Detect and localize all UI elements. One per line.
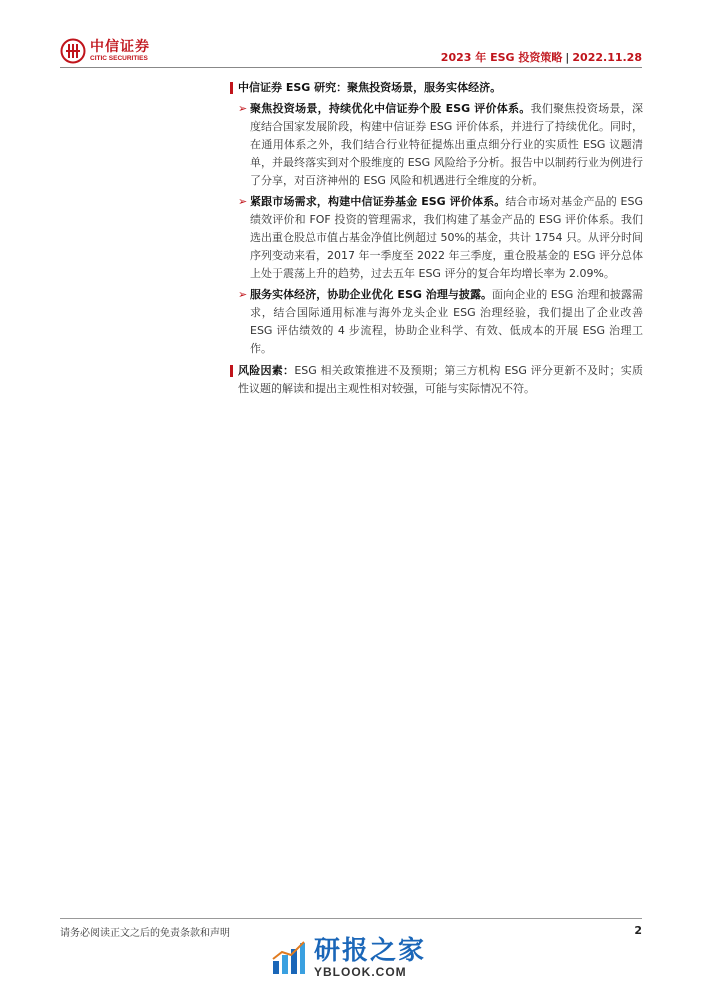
header-report-info [441,49,642,65]
bullet-heading: 聚焦投资场景，持续优化中信证券个股 ESG 评价体系。 [250,102,531,115]
watermark-text-en: YBLOOK.COM [314,965,407,979]
bullet-item [230,286,643,358]
footer-disclaimer: 请务必阅读正文之后的免责条款和声明 [60,928,230,939]
bullet-heading: 服务实体经济，协助企业优化 ESG 治理与披露。 [250,288,493,301]
arrow-bullet-icon: ➢ [238,102,248,115]
logo-text-en: CITIC SECURITIES [90,54,148,62]
watermark-text-cn: 研报之家 [314,936,427,966]
arrow-bullet-icon: ➢ [238,288,248,301]
bullet-text: 我们聚焦投资场景，深度结合国家发展阶段，构建中信证券 ESG 评价体系，并进行了持续优化。同时，在通用体系之外，我们结合行业特征提炼出重点细分行业的实质性 ESG 议题清单，并最终落实到对个股维度的 ESG 风险给予分析。报告中以制药行业为例进行了分享，对百济神州的 ESG 风险和机遇进行全维度的分析。 [250,102,643,187]
watermark-chart-icon [270,939,308,977]
arrow-bullet-icon: ➢ [238,195,248,208]
watermark [270,938,426,978]
risk-label: 风险因素： [238,364,295,377]
risk-section [230,362,643,398]
header-divider [60,67,642,68]
logo-text-cn: 中信证券 [90,38,150,55]
risk-text: ESG 相关政策推进不及预期；第三方机构 ESG 评分更新不及时；实质性议题的解读和提出主观性相对较强，可能与实际情况不符。 [238,364,644,395]
citic-logo [60,38,150,64]
bullet-heading: 紧跟市场需求，构建中信证券基金 ESG 评价体系。 [250,195,506,208]
main-content [230,79,643,398]
citic-logo-icon [60,38,86,64]
section-title: 中信证券 ESG 研究：聚焦投资场景，服务实体经济。 [238,81,502,94]
bullet-text: 面向企业的 ESG 治理和披露需求，结合国际通用标准与海外龙头企业 ESG 治理经验，我们提出了企业改善 ESG 评估绩效的 4 步流程，协助企业科学、有效、低成本的开展 ESG 治理工作。 [250,288,643,355]
bullet-item [230,193,643,283]
report-title: 2023 年 ESG 投资策略 [440,51,563,64]
section-heading [230,79,643,97]
page-header [0,0,702,70]
footer-divider [60,918,642,919]
bullet-item [230,100,643,190]
header-separator: | [565,51,570,64]
page-number: 2 [634,924,642,937]
report-date: 2022.11.28 [572,51,642,64]
bullet-text: 结合市场对基金产品的 ESG 绩效评价和 FOF 投资的管理需求，我们构建了基金产品的 ESG 评价体系。我们选出重仓股总市值占基金净值比例超过 50%的基金，共计 1754 只。从评分时间序列变动来看，2017 年一季度至 2022 年三季度，重仓股基金的 ESG 评分总体上处于震荡上升的趋势，过去五年 ESG 评分的复合年均增长率为 2.09%。 [250,195,643,280]
